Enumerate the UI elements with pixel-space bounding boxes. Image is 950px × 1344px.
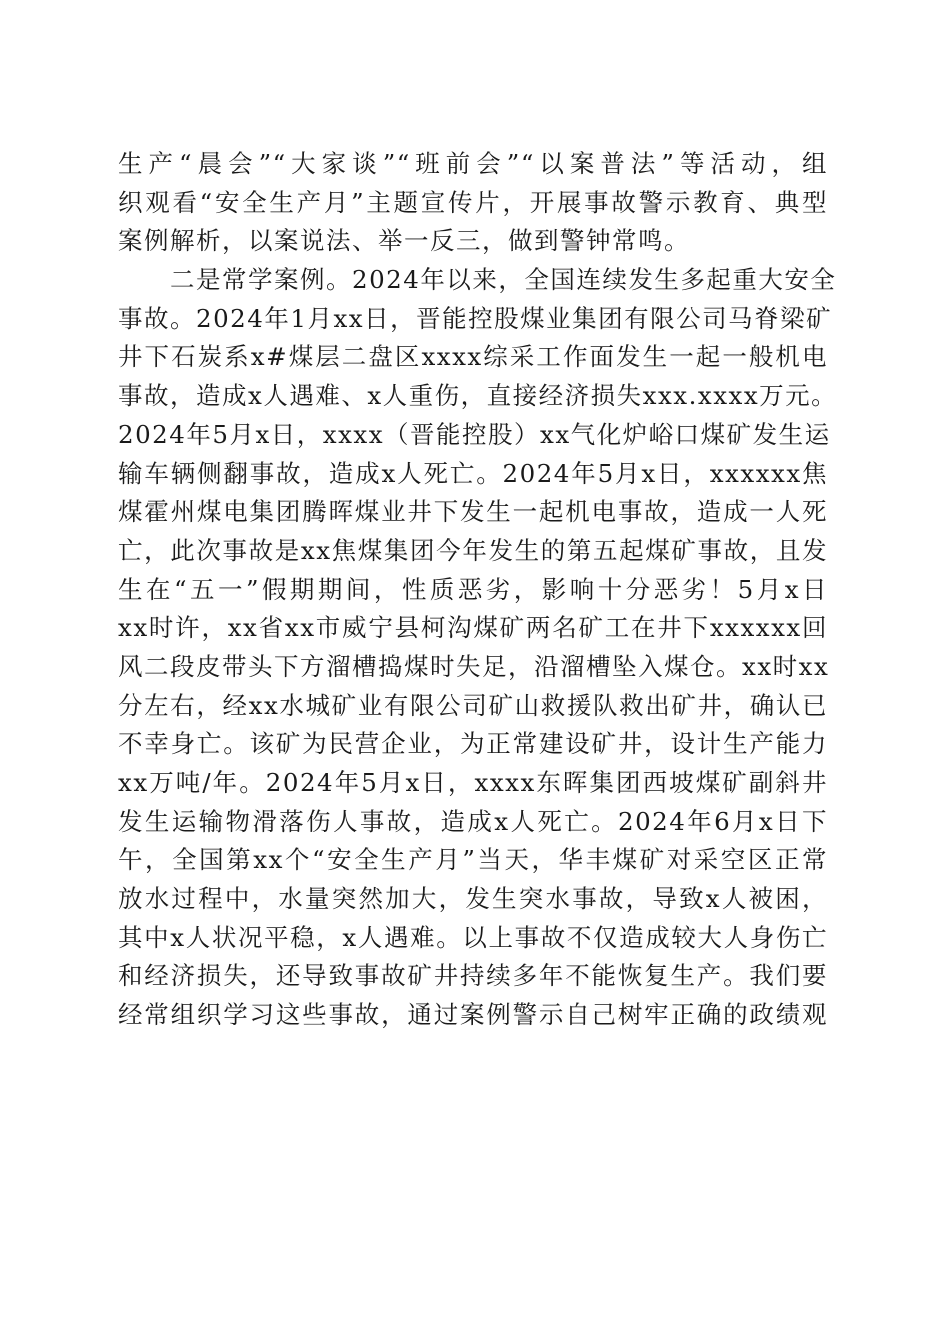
text-line: xx时许，xx省xx市威宁县柯沟煤矿两名矿工在井下xxxxxx回 (118, 613, 828, 643)
text-line: 经常组织学习这些事故，通过案例警示自己树牢正确的政绩观 (118, 1000, 828, 1030)
text-line: 生在“五一”假期期间，性质恶劣，影响十分恶劣！5月x日 (118, 574, 828, 604)
text-line: xx万吨/年。2024年5月x日，xxxx东晖集团西坡煤矿副斜井 (118, 768, 828, 797)
text-line: 发生运输物滑落伤人事故，造成x人死亡。2024年6月x日下 (118, 806, 828, 836)
text-line: 事故，造成x人遇难、x人重伤，直接经济损失xxx.xxxx万元。 (118, 381, 838, 411)
text-line: 井下石炭系x#煤层二盘区xxxx综采工作面发生一起一般机电 (118, 342, 828, 372)
text-line: 分左右，经xx水城矿业有限公司矿山救援队救出矿井，确认已 (118, 690, 828, 720)
paragraph-continued (118, 145, 828, 261)
text-line: 不幸身亡。该矿为民营企业，为正常建设矿井，设计生产能力 (118, 729, 828, 759)
text-line: 风二段皮带头下方溜槽捣煤时失足，沿溜槽坠入煤仓。xx时xx (118, 651, 830, 681)
text-line: 案例解析，以案说法、举一反三，做到警钟常鸣。 (118, 226, 690, 256)
document-body (118, 145, 838, 1035)
text-line: 二是常学案例。2024年以来，全国连续发生多起重大安全 (118, 265, 837, 295)
text-line: 事故。2024年1月xx日，晋能控股煤业集团有限公司马脊梁矿 (118, 303, 833, 333)
text-line: 2024年5月x日，xxxx（晋能控股）xx气化炉峪口煤矿发生运 (118, 419, 831, 449)
text-line: 生产“晨会”“大家谈”“班前会”“以案普法”等活动，组 (118, 149, 828, 178)
text-line: 煤霍州煤电集团腾晖煤业井下发生一起机电事故，造成一人死 (118, 497, 828, 527)
paragraph-cases (118, 261, 838, 1035)
text-line: 输车辆侧翻事故，造成x人死亡。2024年5月x日，xxxxxx焦 (118, 458, 828, 488)
text-line: 午，全国第xx个“安全生产月”当天，华丰煤矿对采空区正常 (118, 845, 828, 875)
text-line: 亡，此次事故是xx焦煤集团今年发生的第五起煤矿事故，且发 (118, 535, 828, 565)
text-line: 其中x人状况平稳，x人遇难。以上事故不仅造成较大人身伤亡 (118, 922, 828, 952)
text-line: 放水过程中，水量突然加大，发生突水事故，导致x人被困， (118, 884, 828, 914)
text-line: 织观看“安全生产月”主题宣传片，开展事故警示教育、典型 (118, 187, 828, 217)
text-line: 和经济损失，还导致事故矿井持续多年不能恢复生产。我们要 (118, 961, 828, 991)
